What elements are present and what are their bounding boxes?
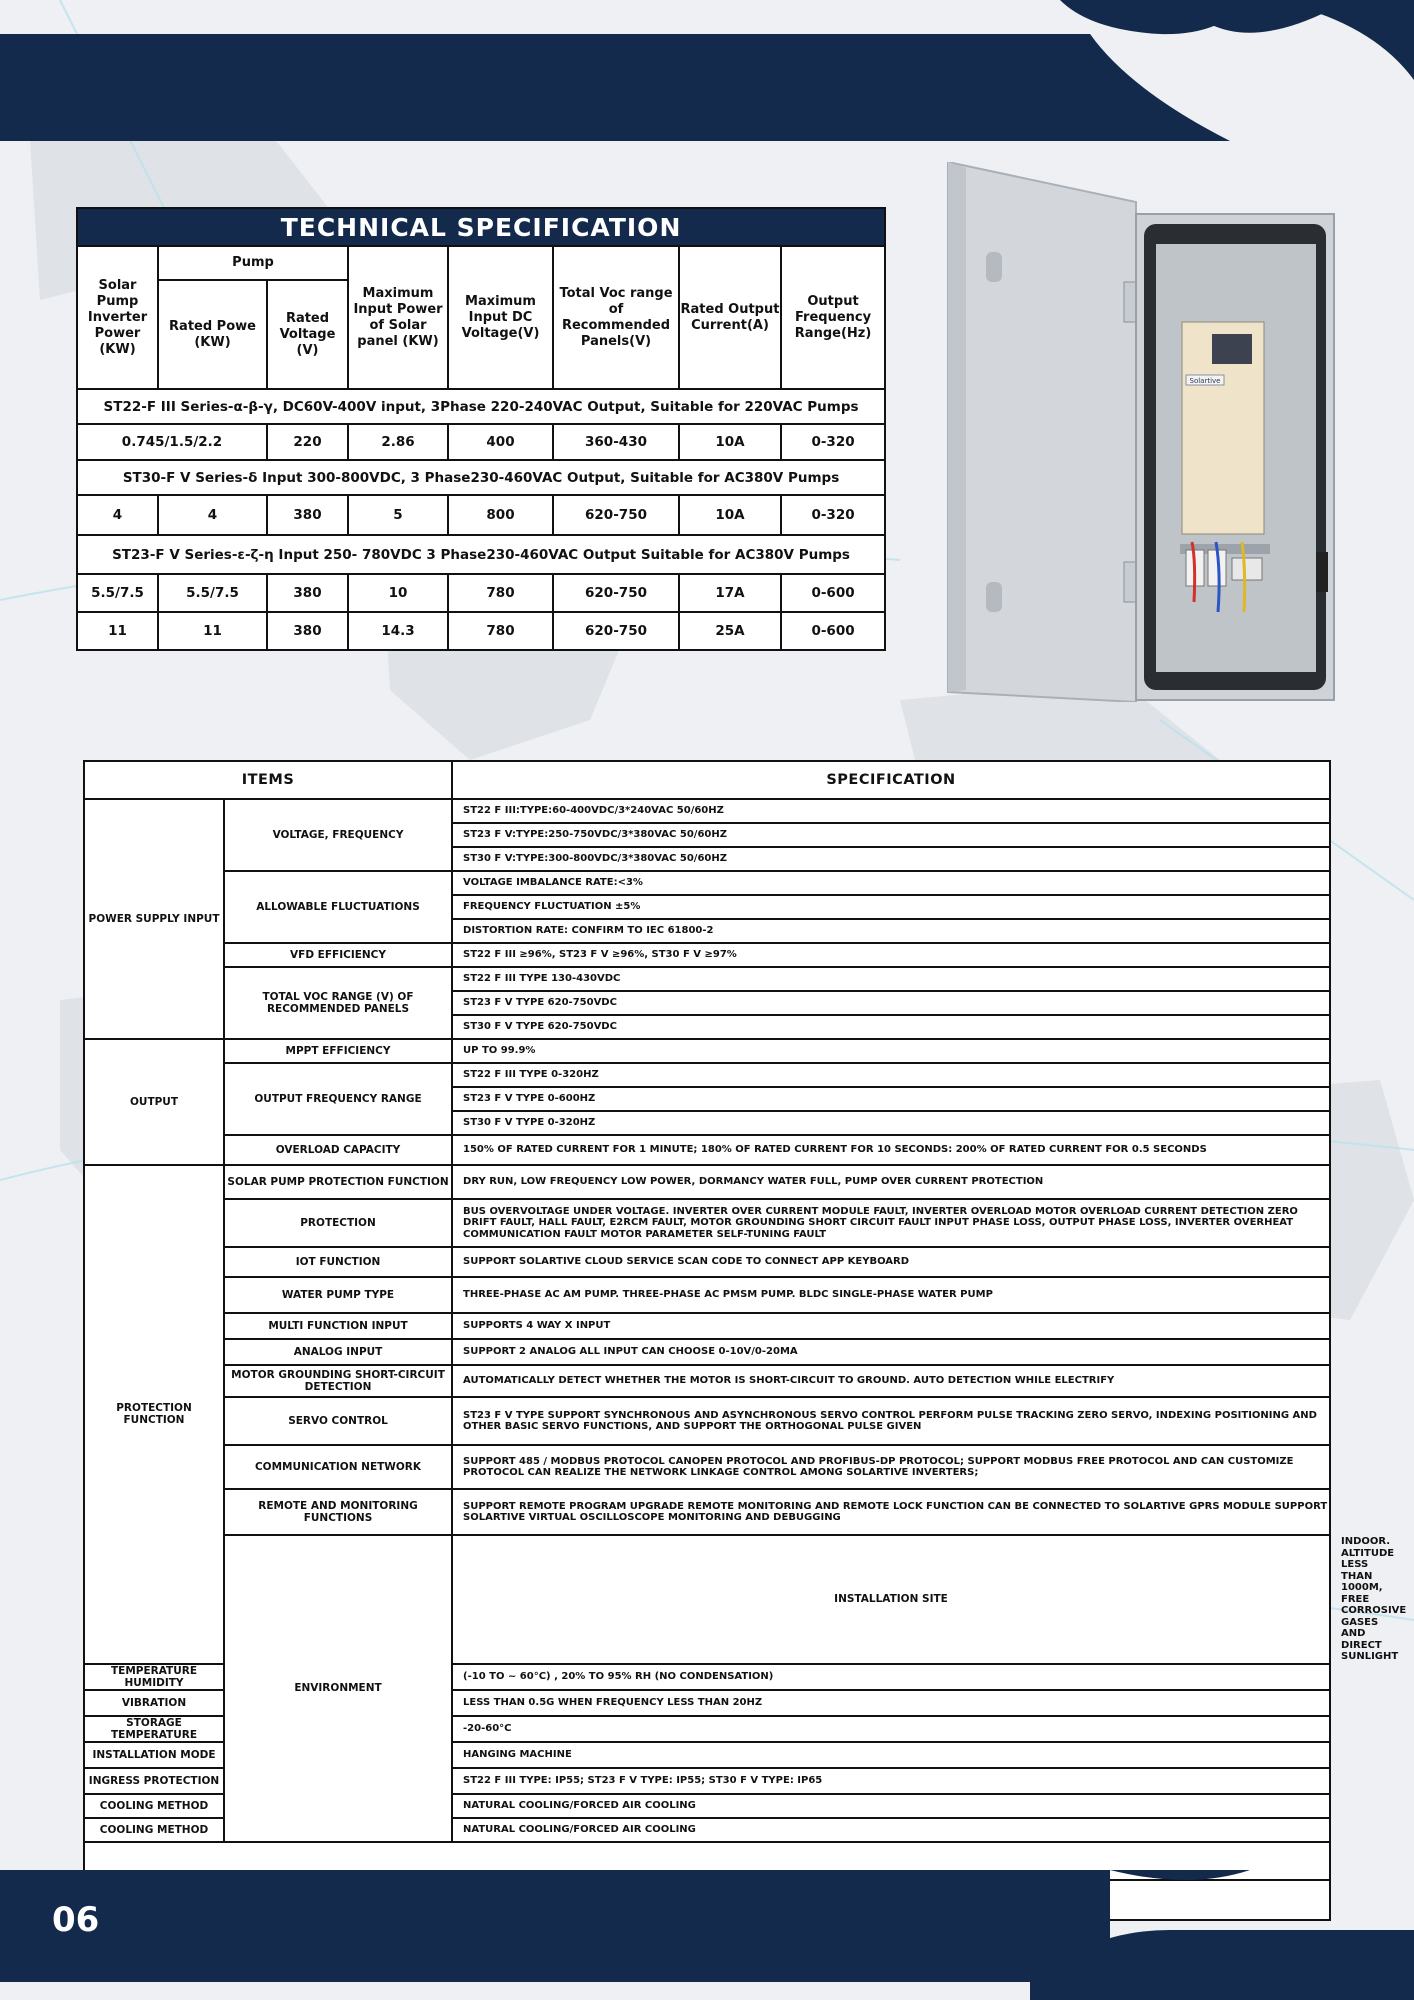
col-max-input-power: Maximum Input Power of Solar panel (KW)	[348, 246, 448, 389]
category-output: OUTPUT	[84, 1039, 224, 1165]
spec-cell: ST23 F V TYPE 0-600HZ	[452, 1087, 1330, 1111]
col-specification: SPECIFICATION	[452, 761, 1330, 799]
spec-table-title: TECHNICAL SPECIFICATION	[77, 208, 885, 246]
col-inverter-power: Solar Pump Inverter Power (KW)	[77, 246, 158, 389]
col-rated-power: Rated Powe (KW)	[158, 280, 267, 389]
item-allowable-fluctuations: ALLOWABLE FLUCTUATIONS	[224, 871, 452, 943]
item-voc-range: TOTAL VOC RANGE (V) OF RECOMMENDED PANELS	[224, 967, 452, 1039]
footer-band	[0, 1870, 1110, 1982]
item-protection: PROTECTION	[224, 1199, 452, 1247]
item-multi-function-input: MULTI FUNCTION INPUT	[224, 1313, 452, 1339]
spec-cell: ST22 F III ≥96%, ST23 F V ≥96%, ST30 F V ≥97%	[452, 943, 1330, 967]
spec-cell: SUPPORT 2 ANALOG ALL INPUT CAN CHOOSE 0-10V/0-20MA	[452, 1339, 1330, 1365]
spec-cell: UP TO 99.9%	[452, 1039, 1330, 1063]
table-cell: 620-750	[553, 574, 679, 612]
col-max-input-dc: Maximum Input DC Voltage(V)	[448, 246, 553, 389]
table-cell: 800	[448, 495, 553, 535]
item-mppt-efficiency: MPPT EFFICIENCY	[224, 1039, 452, 1063]
col-voc-range: Total Voc range of Recommended Panels(V)	[553, 246, 679, 389]
table-cell: 5	[348, 495, 448, 535]
item-output-frequency: OUTPUT FREQUENCY RANGE	[224, 1063, 452, 1135]
spec-cell: DISTORTION RATE: CONFIRM TO IEC 61800-2	[452, 919, 1330, 943]
item-storage-temperature: STORAGE TEMPERATURE	[84, 1716, 224, 1742]
table-cell: 10A	[679, 495, 781, 535]
page-number: 06	[52, 1900, 100, 1940]
table-cell: 620-750	[553, 612, 679, 650]
item-communication-network: COMMUNICATION NETWORK	[224, 1445, 452, 1489]
spec-cell: ST30 F V:TYPE:300-800VDC/3*380VAC 50/60HZ	[452, 847, 1330, 871]
table-cell: 0.745/1.5/2.2	[77, 424, 267, 460]
item-voltage-frequency: VOLTAGE, FREQUENCY	[224, 799, 452, 871]
item-cooling-method: COOLING METHOD	[84, 1794, 224, 1818]
spec-cell: ST23 F V TYPE 620-750VDC	[452, 991, 1330, 1015]
spec-cell: ST23 F V:TYPE:250-750VDC/3*380VAC 50/60HZ	[452, 823, 1330, 847]
spec-cell: (-10 TO ~ 60°C) , 20% TO 95% RH (NO CONDENSATION)	[452, 1664, 1330, 1690]
item-overload-capacity: OVERLOAD CAPACITY	[224, 1135, 452, 1165]
col-freq-range: Output Frequency Range(Hz)	[781, 246, 885, 389]
spec-cell: SUPPORT 485 / MODBUS PROTOCOL CANOPEN PROTOCOL AND PROFIBUS-DP PROTOCOL; SUPPORT MODBUS FREE PROTOCOL AND CAN CUSTOMIZE PROTOCOL CAN REALIZE THE NETWORK LINKAGE CONTROL AMONG SOLARTIVE INVERTERS;	[452, 1445, 1330, 1489]
spec-cell: NATURAL COOLING/FORCED AIR COOLING	[452, 1794, 1330, 1818]
category-power-supply: POWER SUPPLY INPUT	[84, 799, 224, 1039]
col-items: ITEMS	[84, 761, 452, 799]
spec-cell: AUTOMATICALLY DETECT WHETHER THE MOTOR IS SHORT-CIRCUIT TO GROUND. AUTO DETECTION WHILE ELECTRIFY	[452, 1365, 1330, 1397]
header-band	[0, 34, 1090, 141]
item-installation-site: INSTALLATION SITE	[452, 1535, 1330, 1664]
table-cell: 0-600	[781, 612, 885, 650]
table-cell: 620-750	[553, 495, 679, 535]
item-servo-control: SERVO CONTROL	[224, 1397, 452, 1445]
spec-cell: FREQUENCY FLUCTUATION ±5%	[452, 895, 1330, 919]
vfd-logo-text: Solartive	[1189, 377, 1221, 385]
table-cell: 5.5/7.5	[158, 574, 267, 612]
category-environment: ENVIRONMENT	[224, 1535, 452, 1842]
table-cell: 4	[158, 495, 267, 535]
table-cell: 11	[158, 612, 267, 650]
technical-spec-table	[76, 207, 886, 651]
category-protection: PROTECTION FUNCTION	[84, 1165, 224, 1664]
item-remote-monitoring: REMOTE AND MONITORING FUNCTIONS	[224, 1489, 452, 1535]
items-spec-table: ITEMS SPECIFICATION POWER SUPPLY INPUT VOLTAGE, FREQUENCY ST22 F III:TYPE:60-400VDC/3*240VAC 50/60HZ ST23 F V:TYPE:250-750VDC/3*380VAC 50/60HZ ST30 F V:TYPE:300-800VDC/3*380VAC 50/60HZ ALLOWABLE FLUCTUATIONS VOLTAGE IMBALANCE RATE:<3% FREQUENCY FLUCTUATION ±5% DISTORTION RATE: CONFIRM TO IEC 61800-2 VFD EFFICIENCY ST22 F III ≥96%, ST23 F V ≥96%, ST30 F V ≥97% TOTAL VOC RANGE (V) OF RECOMMENDED PANELS ST22 F III TYPE 130-430VDC ST23 F V TYPE 620-750VDC ST30 F V TYPE 620-750VDC OUTPUT MPPT EFFICIENCY UP TO 99.9% OUTPUT FREQUENCY RANGE ST22 F III TYPE 0-320HZ ST23 F V TYPE 0-600HZ ST30 F V TYPE 0-320HZ OVERLOAD CAPACITY 150% OF RATED CURRENT FOR 1 MINUTE; 180% OF RATED CURRENT FOR 10 SECONDS: 200% OF RATED CURRENT FOR 0.5 SECONDS PROTECTION FUNCTION SOLAR PUMP PROTECTION FUNCTION DRY RUN, LOW FREQUENCY LOW POWER, DORMANCY WATER FULL, PUMP OVER CURRENT PROTECTION PROTECTION BUS OVERVOLTAGE UNDER VOLTAGE. INVERTER OVER CURRENT MODULE FAULT, INVERTER OVERLOAD MOTOR OVERLOAD CURRENT DETECTION ZERO DRIFT FAULT, HALL FAULT, E2RCM FAULT, MOTOR GROUNDING SHORT CIRCUIT FAULT INPUT PHASE LOSS, OUTPUT PHASE LOSS, INVERTER OVERHEAT COMMUNICATION FAULT MOTOR PARAMETER SELF-TUNING FAULT IOT FUNCTION SUPPORT SOLARTIVE CLOUD SERVICE SCAN CODE TO CONNECT APP KEYBOARD WATER PUMP TYPE THREE-PHASE AC AM PUMP. THREE-PHASE AC PMSM PUMP. BLDC SINGLE-PHASE WATER PUMP MULTI FUNCTION INPUT SUPPORTS 4 WAY X INPUT ANALOG INPUT SUPPORT 2 ANALOG ALL INPUT CAN CHOOSE 0-10V/0-20MA MOTOR GROUNDING SHORT-CIRCUIT DETECTION AUTOMATICALLY DETECT WHETHER THE MOTOR IS SHORT-CIRCUIT TO GROUND. AUTO DETECTION WHILE ELECTRIFY SERVO CONTROL ST23 F V TYPE SUPPORT SYNCHRONOUS AND ASYNCHRONOUS SERVO CONTROL PERFORM PULSE TRACKING ZERO SERVO, INDEXING POSITIONING AND OTHER BASIC SERVO FUNCTIONS, AND SUPPORT THE ORTHOGONAL PULSE GIVEN COMMUNICATION NETWORK SUPPORT 485 / MODBUS PROTOCOL CANOPEN PROTOCOL AND PROFIBUS-DP PROTOCOL; SUPPORT MODBUS FREE PROTOCOL AND CAN CUSTOMIZE PROTOCOL CAN REALIZE THE NETWORK LINKAGE CONTROL AMONG SOLARTIVE INVERTERS; REMOTE AND MONITORING FUNCTIONS SUPPORT REMOTE PROGRAM UPGRADE REMOTE MONITORING AND REMOTE LOCK FUNCTION CAN BE CONNECTED TO SOLARTIVE GPRS MODULE SUPPORT SOLARTIVE VIRTUAL OSCILLOSCOPE MONITORING AND DEBUGGING ENVIRONMENT INSTALLATION SITE INDOOR. ALTITUDE LESS THAN 1000M, FREE CORROSIVE GASES AND DIRECT SUNLIGHT TEMPERATURE HUMIDITY (-10 TO ~ 60°C) , 20% TO 95% RH (NO CONDENSATION) VIBRATION LESS THAN 0.5G WHEN FREQUENCY LESS THAN 20HZ STORAGE TEMPERATURE -20-60°C INSTALLATION MODE HANGING MACHINE INGRESS PROTECTION ST22 F III TYPE: IP55; ST23 F V TYPE: IP55; ST30 F V TYPE: IP65 COOLING METHOD NATURAL COOLING/FORCED AIR COOLING COOLING METHOD NATURAL COOLING/FORCED AIR COOLING	[83, 760, 1331, 1921]
inverter-cabinet-image	[946, 162, 1336, 702]
spec-cell: ST22 F III TYPE 130-430VDC	[452, 967, 1330, 991]
table-cell: 2.86	[348, 424, 448, 460]
spec-cell: ST22 F III TYPE: IP55; ST23 F V TYPE: IP55; ST30 F V TYPE: IP65	[452, 1768, 1330, 1794]
series-row: ST22-F III Series-α-β-γ, DC60V-400V input, 3Phase 220-240VAC Output, Suitable for 220VAC Pumps	[77, 389, 885, 424]
item-water-pump-type: WATER PUMP TYPE	[224, 1277, 452, 1313]
table-cell: 400	[448, 424, 553, 460]
item-installation-mode: INSTALLATION MODE	[84, 1742, 224, 1768]
footer-band-cap	[1030, 1870, 1414, 2000]
table-cell: 5.5/7.5	[77, 574, 158, 612]
table-cell: 10	[348, 574, 448, 612]
spec-cell: ST30 F V TYPE 0-320HZ	[452, 1111, 1330, 1135]
table-cell: 220	[267, 424, 348, 460]
table-cell: 380	[267, 612, 348, 650]
table-cell: 10A	[679, 424, 781, 460]
spec-cell: VOLTAGE IMBALANCE RATE:<3%	[452, 871, 1330, 895]
spec-cell: 150% OF RATED CURRENT FOR 1 MINUTE; 180% OF RATED CURRENT FOR 10 SECONDS: 200% OF RATED CURRENT FOR 0.5 SECONDS	[452, 1135, 1330, 1165]
table-cell: 14.3	[348, 612, 448, 650]
table-cell: 0-320	[781, 424, 885, 460]
item-iot-function: IOT FUNCTION	[224, 1247, 452, 1277]
table-cell: 17A	[679, 574, 781, 612]
spec-cell: SUPPORTS 4 WAY X INPUT	[452, 1313, 1330, 1339]
spec-cell: BUS OVERVOLTAGE UNDER VOLTAGE. INVERTER OVER CURRENT MODULE FAULT, INVERTER OVERLOAD MOTOR OVERLOAD CURRENT DETECTION ZERO DRIFT FAULT, HALL FAULT, E2RCM FAULT, MOTOR GROUNDING SHORT CIRCUIT FAULT INPUT PHASE LOSS, OUTPUT PHASE LOSS, INVERTER OVERHEAT COMMUNICATION FAULT MOTOR PARAMETER SELF-TUNING FAULT	[452, 1199, 1330, 1247]
table-cell: 380	[267, 495, 348, 535]
item-motor-grounding: MOTOR GROUNDING SHORT-CIRCUIT DETECTION	[224, 1365, 452, 1397]
spec-cell: ST23 F V TYPE SUPPORT SYNCHRONOUS AND ASYNCHRONOUS SERVO CONTROL PERFORM PULSE TRACKING ZERO SERVO, INDEXING POSITIONING AND OTHER BASIC SERVO FUNCTIONS, AND SUPPORT THE ORTHOGONAL PULSE GIVEN	[452, 1397, 1330, 1445]
header-band-cap	[1030, 0, 1414, 141]
item-vfd-efficiency: VFD EFFICIENCY	[224, 943, 452, 967]
table-cell: 360-430	[553, 424, 679, 460]
item-cooling-method-2: COOLING METHOD	[84, 1818, 224, 1842]
spec-cell: THREE-PHASE AC AM PUMP. THREE-PHASE AC PMSM PUMP. BLDC SINGLE-PHASE WATER PUMP	[452, 1277, 1330, 1313]
col-pump: Pump	[158, 246, 348, 280]
spec-cell: SUPPORT SOLARTIVE CLOUD SERVICE SCAN CODE TO CONNECT APP KEYBOARD	[452, 1247, 1330, 1277]
spec-cell: -20-60°C	[452, 1716, 1330, 1742]
item-temperature-humidity: TEMPERATURE HUMIDITY	[84, 1664, 224, 1690]
col-rated-voltage: Rated Voltage (V)	[267, 280, 348, 389]
series-row: ST30-F V Series-δ Input 300-800VDC, 3 Phase230-460VAC Output, Suitable for AC380V Pumps	[77, 460, 885, 495]
table-cell: 0-600	[781, 574, 885, 612]
item-ingress-protection: INGRESS PROTECTION	[84, 1768, 224, 1794]
spec-cell: ST22 F III:TYPE:60-400VDC/3*240VAC 50/60HZ	[452, 799, 1330, 823]
table-cell: 11	[77, 612, 158, 650]
spec-cell: ST30 F V TYPE 620-750VDC	[452, 1015, 1330, 1039]
spec-cell: DRY RUN, LOW FREQUENCY LOW POWER, DORMANCY WATER FULL, PUMP OVER CURRENT PROTECTION	[452, 1165, 1330, 1199]
spec-cell: LESS THAN 0.5G WHEN FREQUENCY LESS THAN 20HZ	[452, 1690, 1330, 1716]
table-cell: 780	[448, 612, 553, 650]
col-rated-current: Rated Output Current(A)	[679, 246, 781, 389]
spec-cell: HANGING MACHINE	[452, 1742, 1330, 1768]
spec-cell: SUPPORT REMOTE PROGRAM UPGRADE REMOTE MONITORING AND REMOTE LOCK FUNCTION CAN BE CONNECTED TO SOLARTIVE GPRS MODULE SUPPORT SOLARTIVE VIRTUAL OSCILLOSCOPE MONITORING AND DEBUGGING	[452, 1489, 1330, 1535]
series-row: ST23-F V Series-ε-ζ-η Input 250- 780VDC 3 Phase230-460VAC Output Suitable for AC380V Pumps	[77, 535, 885, 574]
table-cell: 780	[448, 574, 553, 612]
spec-cell: NATURAL COOLING/FORCED AIR COOLING	[452, 1818, 1330, 1842]
item-vibration: VIBRATION	[84, 1690, 224, 1716]
item-analog-input: ANALOG INPUT	[224, 1339, 452, 1365]
table-cell: 0-320	[781, 495, 885, 535]
table-cell: 4	[77, 495, 158, 535]
table-cell: 25A	[679, 612, 781, 650]
spec-cell: ST22 F III TYPE 0-320HZ	[452, 1063, 1330, 1087]
item-solar-pump-protection: SOLAR PUMP PROTECTION FUNCTION	[224, 1165, 452, 1199]
table-cell: 380	[267, 574, 348, 612]
